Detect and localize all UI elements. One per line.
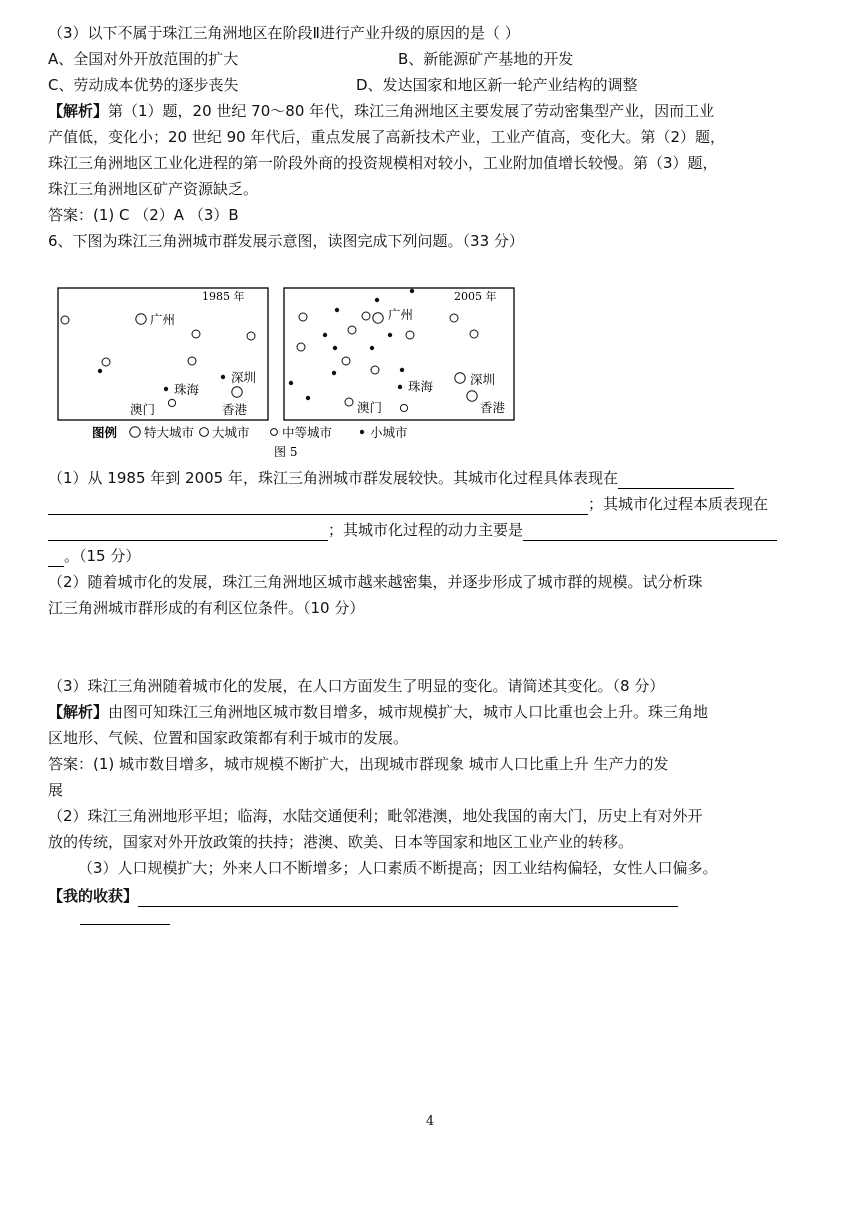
q6-part3-question: （3）珠江三角洲随着城市化的发展，在人口方面发生了明显的变化。请简述其变化。（8 分）: [48, 677, 665, 695]
zhuhai-label-2005: 珠海: [408, 379, 434, 394]
medium-city-icon: [188, 357, 196, 365]
legend-small-city-icon: [360, 430, 364, 434]
medium-city-icon: [348, 326, 356, 334]
q6-answer-1-line-1: 答案：(1) 城市数目增多，城市规模不断扩大，出现城市群现象 城市人口比重上升 生产力的发: [48, 755, 669, 773]
small-city-icon: [289, 381, 293, 385]
macau-label-2005: 澳门: [357, 400, 383, 415]
city-cluster-map: [52, 284, 520, 462]
small-city-icon: [221, 375, 225, 379]
small-city-icon: [398, 385, 402, 389]
q6-answer-2-line-2: 放的传统，国家对外开放政策的扶持；港澳、欧美、日本等国家和地区工业产业的转移。: [48, 833, 634, 851]
small-city-icon: [388, 333, 392, 337]
medium-city-icon: [345, 398, 353, 406]
medium-city-icon: [362, 312, 370, 320]
small-city-icon: [333, 346, 337, 350]
q6-analysis-line-2: 区地形、气候、位置和国家政策都有利于城市的发展。: [48, 729, 409, 747]
medium-city-icon: [371, 366, 379, 374]
zhuhai-label: 珠海: [174, 382, 200, 397]
q6-analysis-label: 【解析】: [48, 703, 109, 721]
q6-part1-line-2: ；其城市化过程本质表现在: [48, 493, 768, 515]
small-city-icon: [410, 289, 414, 293]
year-2005-label: 2005 年: [454, 290, 497, 303]
legend-large-city: 大城市: [212, 425, 250, 440]
small-city-icon: [306, 396, 310, 400]
q5-option-c: C、劳动成本优势的逐步丧失: [48, 76, 239, 94]
figure-caption: 图 5: [274, 445, 298, 459]
hongkong-label: 香港: [222, 402, 248, 417]
harvest-line: [48, 885, 678, 907]
q5-analysis-label: 【解析】: [48, 102, 109, 120]
q6-part2-line-2: 江三角洲城市群形成的有利区位条件。（10 分）: [48, 599, 365, 617]
q5-part3-question: （3）以下不属于珠江三角洲地区在阶段Ⅱ进行产业升级的原因的是（ ）: [48, 24, 520, 42]
q6-part2-line-1: （2）随着城市化的发展，珠江三角洲地区城市越来越密集，并逐步形成了城市群的规模。试分析珠: [48, 573, 703, 591]
medium-city-icon: [470, 330, 478, 338]
answer-blank[interactable]: [48, 497, 588, 515]
q6-analysis-line-1: 【解析】由图可知珠江三角洲地区城市数目增多，城市规模扩大，城市人口比重也会上升。珠三角地: [48, 703, 709, 721]
legend-mega-city-icon: [130, 427, 140, 437]
large-city-icon: [136, 314, 146, 324]
q6-part1-line-3: ；其城市化过程的动力主要是: [48, 519, 777, 541]
year-1985-label: 1985 年: [202, 290, 245, 303]
q6-answer-2-line-1: （2）珠江三角洲地形平坦；临海，水陆交通便利；毗邻港澳，地处我国的南大门，历史上有对外开: [48, 807, 703, 825]
answer-blank[interactable]: [48, 523, 328, 541]
large-city-icon: [232, 387, 242, 397]
harvest-label: 【我的收获】: [48, 887, 139, 905]
q5-option-d: D、发达国家和地区新一轮产业结构的调整: [356, 76, 638, 94]
small-city-icon: [335, 308, 339, 312]
medium-city-icon: [342, 357, 350, 365]
harvest-blank-continuation[interactable]: [80, 924, 170, 925]
small-city-icon: [98, 369, 102, 373]
guangzhou-label-2005: 广州: [388, 307, 414, 322]
answer-blank[interactable]: [48, 549, 64, 567]
small-city-icon: [164, 387, 168, 391]
q6-answer-1-line-2: 展: [48, 781, 64, 799]
legend-small-city: 小城市: [370, 425, 408, 440]
medium-city-icon: [247, 332, 255, 340]
small-city-icon: [370, 346, 374, 350]
medium-city-icon: [168, 399, 175, 406]
q6-intro: 6、下图为珠江三角洲城市群发展示意图，读图完成下列问题。（33 分）: [48, 232, 524, 250]
medium-city-icon: [450, 314, 458, 322]
q5-analysis-line-1: 【解析】第（1）题，20 世纪 70～80 年代，珠江三角洲地区主要发展了劳动密集型产业，因而工业: [48, 102, 715, 120]
map-panel-1985: [58, 288, 268, 420]
guangzhou-label: 广州: [150, 312, 176, 327]
medium-city-icon: [192, 330, 200, 338]
legend-medium-city-icon: [271, 429, 278, 436]
page-number: 4: [425, 1114, 435, 1129]
shenzhen-label: 深圳: [231, 370, 257, 385]
small-city-icon: [375, 298, 379, 302]
medium-city-icon: [102, 358, 110, 366]
legend-prefix: 图例: [92, 425, 118, 440]
legend-mega-city: 特大城市: [144, 425, 195, 440]
large-city-icon: [373, 313, 383, 323]
large-city-icon: [467, 391, 477, 401]
medium-city-icon: [400, 404, 407, 411]
q5-analysis-line-2: 产值低，变化小；20 世纪 90 年代后，重点发展了高新技术产业，工业产值高，变化大。第（2）题，: [48, 128, 726, 146]
medium-city-icon: [406, 331, 414, 339]
q5-analysis-line-3: 珠江三角洲地区工业化进程的第一阶段外商的投资规模相对较小，工业附加值增长较慢。第（3）题，: [48, 154, 718, 172]
medium-city-icon: [299, 313, 307, 321]
shenzhen-label-2005: 深圳: [470, 372, 496, 387]
legend-large-city-icon: [200, 428, 209, 437]
medium-city-icon: [297, 343, 305, 351]
q5-option-a: A、全国对外开放范围的扩大: [48, 50, 239, 68]
medium-city-icon: [61, 316, 69, 324]
answer-blank[interactable]: [618, 471, 734, 489]
q6-answer-3: （3）人口规模扩大；外来人口不断增多；人口素质不断提高；因工业结构偏轻，女性人口偏多。: [78, 859, 718, 877]
q5-analysis-line-4: 珠江三角洲地区矿产资源缺乏。: [48, 180, 259, 198]
hongkong-label-2005: 香港: [480, 400, 506, 415]
small-city-icon: [400, 368, 404, 372]
q6-part1-line-4: 。（15 分）: [48, 545, 140, 567]
small-city-icon: [332, 371, 336, 375]
legend-medium-city: 中等城市: [282, 425, 333, 440]
large-city-icon: [455, 373, 465, 383]
answer-blank[interactable]: [523, 523, 777, 541]
q6-part1-line-1: （1）从 1985 年到 2005 年，珠江三角洲城市群发展较快。其城市化过程具体表现在: [48, 467, 734, 489]
q5-option-b: B、新能源矿产基地的开发: [398, 50, 574, 68]
small-city-icon: [323, 333, 327, 337]
macau-label: 澳门: [130, 402, 156, 417]
q5-answer: 答案：(1) C （2）A （3）B: [48, 206, 239, 224]
harvest-blank[interactable]: [138, 889, 678, 907]
